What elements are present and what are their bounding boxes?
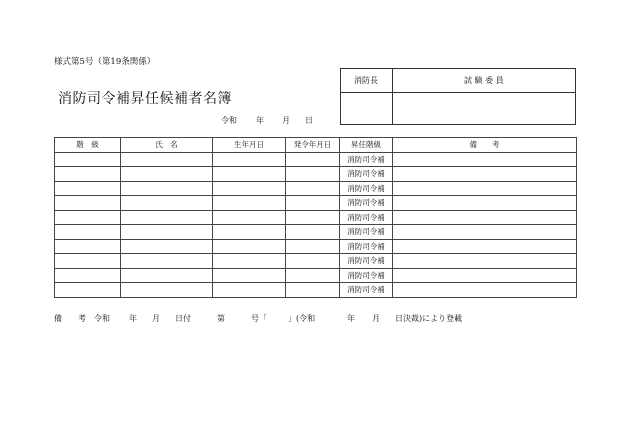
footer-note-label: 備 考 — [54, 314, 86, 323]
table-row — [55, 283, 577, 298]
remarks-cell[interactable] — [393, 225, 577, 240]
exam-committee-label: 試 験 委 員 — [464, 76, 504, 85]
candidate-register-table — [54, 137, 577, 298]
promotion-rank-cell: 消防司令補 — [340, 152, 393, 167]
exam-committee-seal-field[interactable] — [395, 94, 573, 123]
approval-divider-vertical — [392, 69, 393, 124]
name-cell[interactable] — [121, 225, 213, 240]
rank-cell[interactable] — [55, 196, 121, 211]
footer-year-2: 年 — [347, 314, 355, 323]
footer-number-suffix: 号「 — [251, 314, 267, 323]
birthdate-cell[interactable] — [213, 181, 286, 196]
appointment-date-cell[interactable] — [286, 152, 340, 167]
appointment-date-cell[interactable] — [286, 225, 340, 240]
date-year: 年 — [256, 116, 264, 125]
appointment-date-cell[interactable] — [286, 210, 340, 225]
header-name: 氏 名 — [121, 138, 213, 153]
header-remarks: 備 考 — [393, 138, 577, 153]
birthdate-cell[interactable] — [213, 152, 286, 167]
name-cell[interactable] — [121, 167, 213, 182]
rank-cell[interactable] — [55, 254, 121, 269]
remarks-cell[interactable] — [393, 152, 577, 167]
date-month: 月 — [282, 116, 290, 125]
date-day: 日 — [305, 116, 313, 125]
promotion-rank-cell: 消防司令補 — [340, 254, 393, 269]
promotion-rank-cell: 消防司令補 — [340, 268, 393, 283]
document-title: 消防司令補昇任候補者名簿 — [58, 91, 232, 107]
footer-dated: 日付 — [175, 314, 191, 323]
rank-cell[interactable] — [55, 152, 121, 167]
remarks-cell[interactable] — [393, 254, 577, 269]
appointment-date-cell[interactable] — [286, 254, 340, 269]
appointment-date-cell[interactable] — [286, 167, 340, 182]
name-cell[interactable] — [121, 152, 213, 167]
header-appointment-date: 発令年月日 — [286, 138, 340, 153]
birthdate-cell[interactable] — [213, 210, 286, 225]
fire-chief-label: 消防長 — [354, 76, 378, 85]
footer-month-2: 月 — [372, 314, 380, 323]
birthdate-cell[interactable] — [213, 225, 286, 240]
name-cell[interactable] — [121, 283, 213, 298]
promotion-rank-cell: 消防司令補 — [340, 196, 393, 211]
name-cell[interactable] — [121, 239, 213, 254]
footer-number-prefix: 第 — [217, 314, 225, 323]
table-row — [55, 225, 577, 240]
name-cell[interactable] — [121, 254, 213, 269]
table-row — [55, 181, 577, 196]
footer-close-quote: 」(令和 — [288, 314, 316, 323]
appointment-date-cell[interactable] — [286, 196, 340, 211]
table-row — [55, 210, 577, 225]
date-era: 令和 — [221, 116, 237, 125]
remarks-cell[interactable] — [393, 196, 577, 211]
footer-year: 年 — [129, 314, 137, 323]
appointment-date-cell[interactable] — [286, 239, 340, 254]
name-cell[interactable] — [121, 268, 213, 283]
remarks-cell[interactable] — [393, 210, 577, 225]
table-row — [55, 167, 577, 182]
remarks-cell[interactable] — [393, 167, 577, 182]
rank-cell[interactable] — [55, 225, 121, 240]
name-cell[interactable] — [121, 210, 213, 225]
rank-cell[interactable] — [55, 268, 121, 283]
header-promotion-rank: 昇任階級 — [340, 138, 393, 153]
fire-chief-seal-field[interactable] — [343, 94, 390, 123]
promotion-rank-cell: 消防司令補 — [340, 225, 393, 240]
name-cell[interactable] — [121, 196, 213, 211]
promotion-rank-cell: 消防司令補 — [340, 210, 393, 225]
birthdate-cell[interactable] — [213, 283, 286, 298]
rank-cell[interactable] — [55, 167, 121, 182]
table-row — [55, 152, 577, 167]
remarks-cell[interactable] — [393, 239, 577, 254]
header-birthdate: 生年月日 — [213, 138, 286, 153]
appointment-date-cell[interactable] — [286, 268, 340, 283]
promotion-rank-cell: 消防司令補 — [340, 283, 393, 298]
birthdate-cell[interactable] — [213, 239, 286, 254]
birthdate-cell[interactable] — [213, 254, 286, 269]
promotion-rank-cell: 消防司令補 — [340, 181, 393, 196]
table-row — [55, 239, 577, 254]
approval-box — [340, 68, 576, 125]
form-number: 様式第5号（第19条関係） — [54, 57, 156, 67]
appointment-date-cell[interactable] — [286, 283, 340, 298]
birthdate-cell[interactable] — [213, 196, 286, 211]
birthdate-cell[interactable] — [213, 167, 286, 182]
remarks-cell[interactable] — [393, 283, 577, 298]
rank-cell[interactable] — [55, 239, 121, 254]
birthdate-cell[interactable] — [213, 268, 286, 283]
footer-era: 令和 — [94, 314, 110, 323]
promotion-rank-cell: 消防司令補 — [340, 167, 393, 182]
footer-month: 月 — [152, 314, 160, 323]
table-header-row — [55, 138, 577, 153]
rank-cell[interactable] — [55, 210, 121, 225]
rank-cell[interactable] — [55, 283, 121, 298]
promotion-rank-cell: 消防司令補 — [340, 239, 393, 254]
header-rank: 階 級 — [55, 138, 121, 153]
footer-decision: 日決裁)により登載 — [395, 314, 463, 323]
table-row — [55, 254, 577, 269]
table-row — [55, 196, 577, 211]
name-cell[interactable] — [121, 181, 213, 196]
remarks-cell[interactable] — [393, 268, 577, 283]
remarks-cell[interactable] — [393, 181, 577, 196]
appointment-date-cell[interactable] — [286, 181, 340, 196]
approval-divider-horizontal — [341, 92, 575, 93]
rank-cell[interactable] — [55, 181, 121, 196]
table-row — [55, 268, 577, 283]
